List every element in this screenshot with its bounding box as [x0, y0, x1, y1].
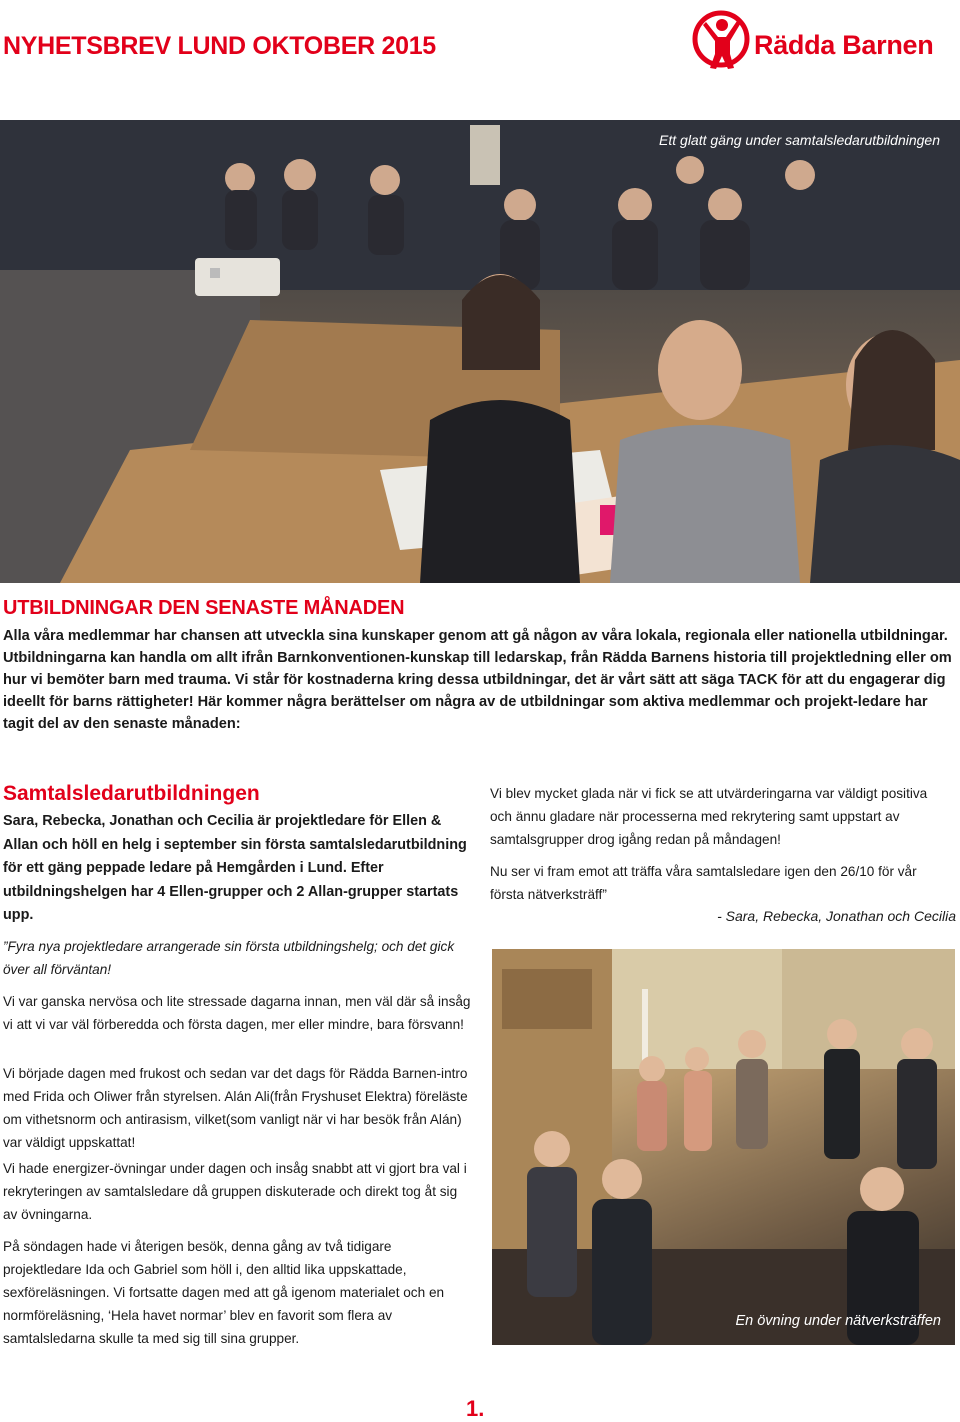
- photo-caption-top: Ett glatt gäng under samtalsledarutbildningen: [659, 132, 940, 148]
- article-quote: ”Fyra nya projektledare arrangerade sin första utbildningshelg; och det gick över all förväntan!: [3, 939, 455, 977]
- article-paragraph: Vi började dagen med frukost och sedan var det dags för Rädda Barnen-intro med Frida och Oliwer från styrelsen. Alán Ali(från Fryshuset Elektra) föreläste om vithetsnorm och antirasism, vilket(som vanligt när vi har besök från Alán) var väldigt uppskattat!: [3, 1066, 468, 1150]
- section-heading: UTBILDNINGAR DEN SENASTE MÅNADEN: [3, 597, 405, 619]
- article-paragraph: På söndagen hade vi återigen besök, denna gång av två tidigare projektledare Ida och Gabriel som höll i, den alltid lika uppskattade, sexföreläsningen. Vi fortsatte dagen med att gå igenom materialet och en normföreläsning, ‘Hela havet normar’ blev en favorit som flera av samtalsledarna skulle ta med sig till sina grupper.: [3, 1239, 445, 1346]
- page-number: 1.: [466, 1396, 485, 1421]
- photo-caption-bottom: En övning under nätverksträffen: [735, 1313, 941, 1329]
- article-lead: Sara, Rebecka, Jonathan och Cecilia är projektledare för Ellen & Allan och höll en helg i september sin första samtalsledarutbildning för ett gäng peppade ledare på Hemgården i Lund. Efter utbildningshelgen har 4 Ellen-grupper och 2 Allan-grupper startats upp.: [3, 813, 467, 924]
- article-signature: - Sara, Rebecka, Jonathan och Cecilia: [717, 908, 956, 924]
- rb-logo-icon: [692, 4, 750, 78]
- network-meeting-photo: [492, 949, 955, 1345]
- article-paragraph: Vi hade energizer-övningar under dagen och insåg snabbt att vi gjort bra val i rekryteringen av samtalsledare då gruppen diskuterade och direkt tog åt sig av övningarna.: [3, 1161, 467, 1222]
- logo-wordmark: Rädda Barnen: [754, 30, 934, 60]
- group-photo-training: [0, 120, 960, 583]
- article-paragraph-right: Vi blev mycket glada när vi fick se att utvärderingarna var väldigt positiva och ännu gladare när processerna med rekrytering samt uppstart av samtalsgrupper drog igång redan på måndagen!: [490, 786, 928, 847]
- rb-logo: [692, 4, 954, 78]
- section-intro: Alla våra medlemmar har chansen att utveckla sina kunskaper genom att gå någon av våra lokala, regionala eller nationella utbildningar. Utbildningarna kan handla om allt ifrån Barnkonventionen-kunskap till ledarskap, från Rädda Barnens historia till projektledning eller om hur vi bemöter barn med trauma. Vi står för kostnaderna kring dessa utbildningar, det är vårt sätt att säga TACK för att du engagerar dig ideellt för barns rättigheter! Här kommer några berättelser om några av de utbildningar som aktiva medlemmar och projekt-ledare har tagit del av den senaste månaden:: [3, 628, 952, 732]
- article-heading: Samtalsledarutbildningen: [3, 782, 260, 805]
- article-paragraph-right: Nu ser vi fram emot att träffa våra samtalsledare igen den 26/10 för vår första nätverksträff”: [490, 864, 917, 902]
- article-paragraph: Vi var ganska nervösa och lite stressade dagarna innan, men väl där så insåg vi att vi var väl förberedda och första dagen, mer eller mindre, bara försvann!: [3, 994, 471, 1032]
- newsletter-title: NYHETSBREV LUND OKTOBER 2015: [3, 32, 436, 60]
